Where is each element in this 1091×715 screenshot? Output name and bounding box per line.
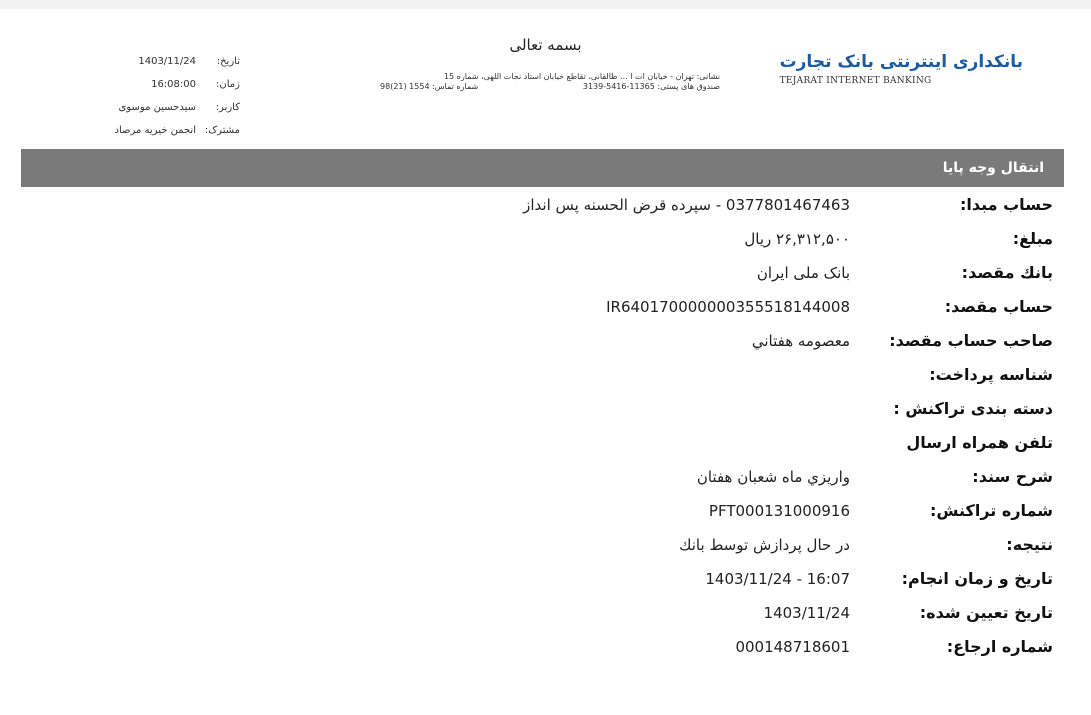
detail-value: ۲۶,۳۱۲,۵۰۰ ریال: [744, 230, 850, 248]
detail-value: معصومه هفتاني: [751, 332, 850, 350]
detail-label: بانك مقصد:: [961, 263, 1053, 282]
meta-label: تاریخ:: [216, 56, 240, 67]
address-line: نشانی: تهران - خیابان ات ا ... طالقانی، تقاطع خیابان استاد نجات اللهی، شماره 15: [443, 72, 720, 81]
detail-row: [0, 427, 1091, 461]
detail-value: PFT000131000916: [708, 502, 850, 520]
meta-value: 1403/11/24: [138, 56, 196, 67]
transfer-details: [0, 189, 1091, 665]
postal-boxes: صندوق های پستی: 11365-5416-3139: [582, 82, 720, 91]
detail-label: حساب مقصد:: [944, 297, 1053, 316]
meta-label: کاربر:: [215, 102, 240, 113]
detail-value: واريزي ماه شعبان هفتان: [696, 468, 850, 486]
bank-address: [380, 72, 720, 92]
detail-row: [0, 563, 1091, 597]
detail-label: حساب مبدا:: [959, 195, 1053, 214]
detail-row: [0, 189, 1091, 223]
detail-label: مبلغ:: [1012, 229, 1053, 248]
page-title: انتقال وجه پایا: [21, 149, 1064, 187]
detail-label: شناسه پرداخت:: [929, 365, 1053, 384]
detail-value: 0377801467463 - سپرده قرض الحسنه پس انداز: [523, 196, 850, 214]
contact-phone: شماره تماس: 1554 (21)98: [380, 82, 479, 91]
detail-label: تاریخ و زمان انجام:: [901, 569, 1053, 588]
detail-label: شرح سند:: [972, 467, 1053, 486]
detail-row: [0, 325, 1091, 359]
meta-customer-row: [70, 119, 240, 142]
meta-time-row: [70, 73, 240, 96]
logo-name-en: TEJARAT INTERNET BANKING: [779, 76, 932, 86]
bismillah-heading: بسمه تعالی: [509, 36, 582, 54]
detail-label: دسته بندی تراکنش :: [893, 399, 1053, 418]
bank-logo: [779, 38, 1031, 100]
meta-user-row: [70, 96, 240, 119]
detail-row: [0, 495, 1091, 529]
detail-label: شماره ارجاع:: [946, 637, 1053, 656]
detail-row: [0, 223, 1091, 257]
meta-label: مشترک:: [204, 125, 240, 136]
detail-value: در حال پردازش توسط بانك: [679, 536, 850, 554]
detail-label: صاحب حساب مقصد:: [889, 331, 1053, 350]
meta-value: انجمن خیریه مرصاد: [114, 125, 196, 136]
detail-row: [0, 257, 1091, 291]
logo-text: [780, 52, 1023, 86]
detail-row: [0, 359, 1091, 393]
meta-value: 16:08:00: [151, 79, 196, 90]
detail-value: IR640170000000355518144008: [606, 298, 850, 316]
detail-label: تلفن همراه ارسال: [906, 433, 1053, 452]
detail-row: [0, 393, 1091, 427]
detail-value: 1403/11/24 - 16:07: [705, 570, 850, 588]
meta-label: زمان:: [216, 79, 240, 90]
detail-row: [0, 461, 1091, 495]
detail-row: [0, 529, 1091, 563]
detail-value: 1403/11/24: [763, 604, 850, 622]
receipt-meta: [70, 50, 240, 142]
detail-label: نتیجه:: [1006, 535, 1053, 554]
logo-name-fa: بانکداری اینترنتی بانک تجارت: [779, 52, 1023, 72]
detail-row: [0, 597, 1091, 631]
meta-date-row: [70, 50, 240, 73]
detail-value: 000148718601: [735, 638, 850, 656]
detail-label: شماره تراكنش:: [930, 501, 1053, 520]
detail-value: بانک ملی ایران: [756, 264, 850, 282]
meta-value: سیدحسین موسوی: [118, 102, 196, 113]
top-edge: [0, 0, 1091, 9]
detail-row: [0, 291, 1091, 325]
detail-row: [0, 631, 1091, 665]
detail-label: تاریخ تعیین شده:: [919, 603, 1053, 622]
